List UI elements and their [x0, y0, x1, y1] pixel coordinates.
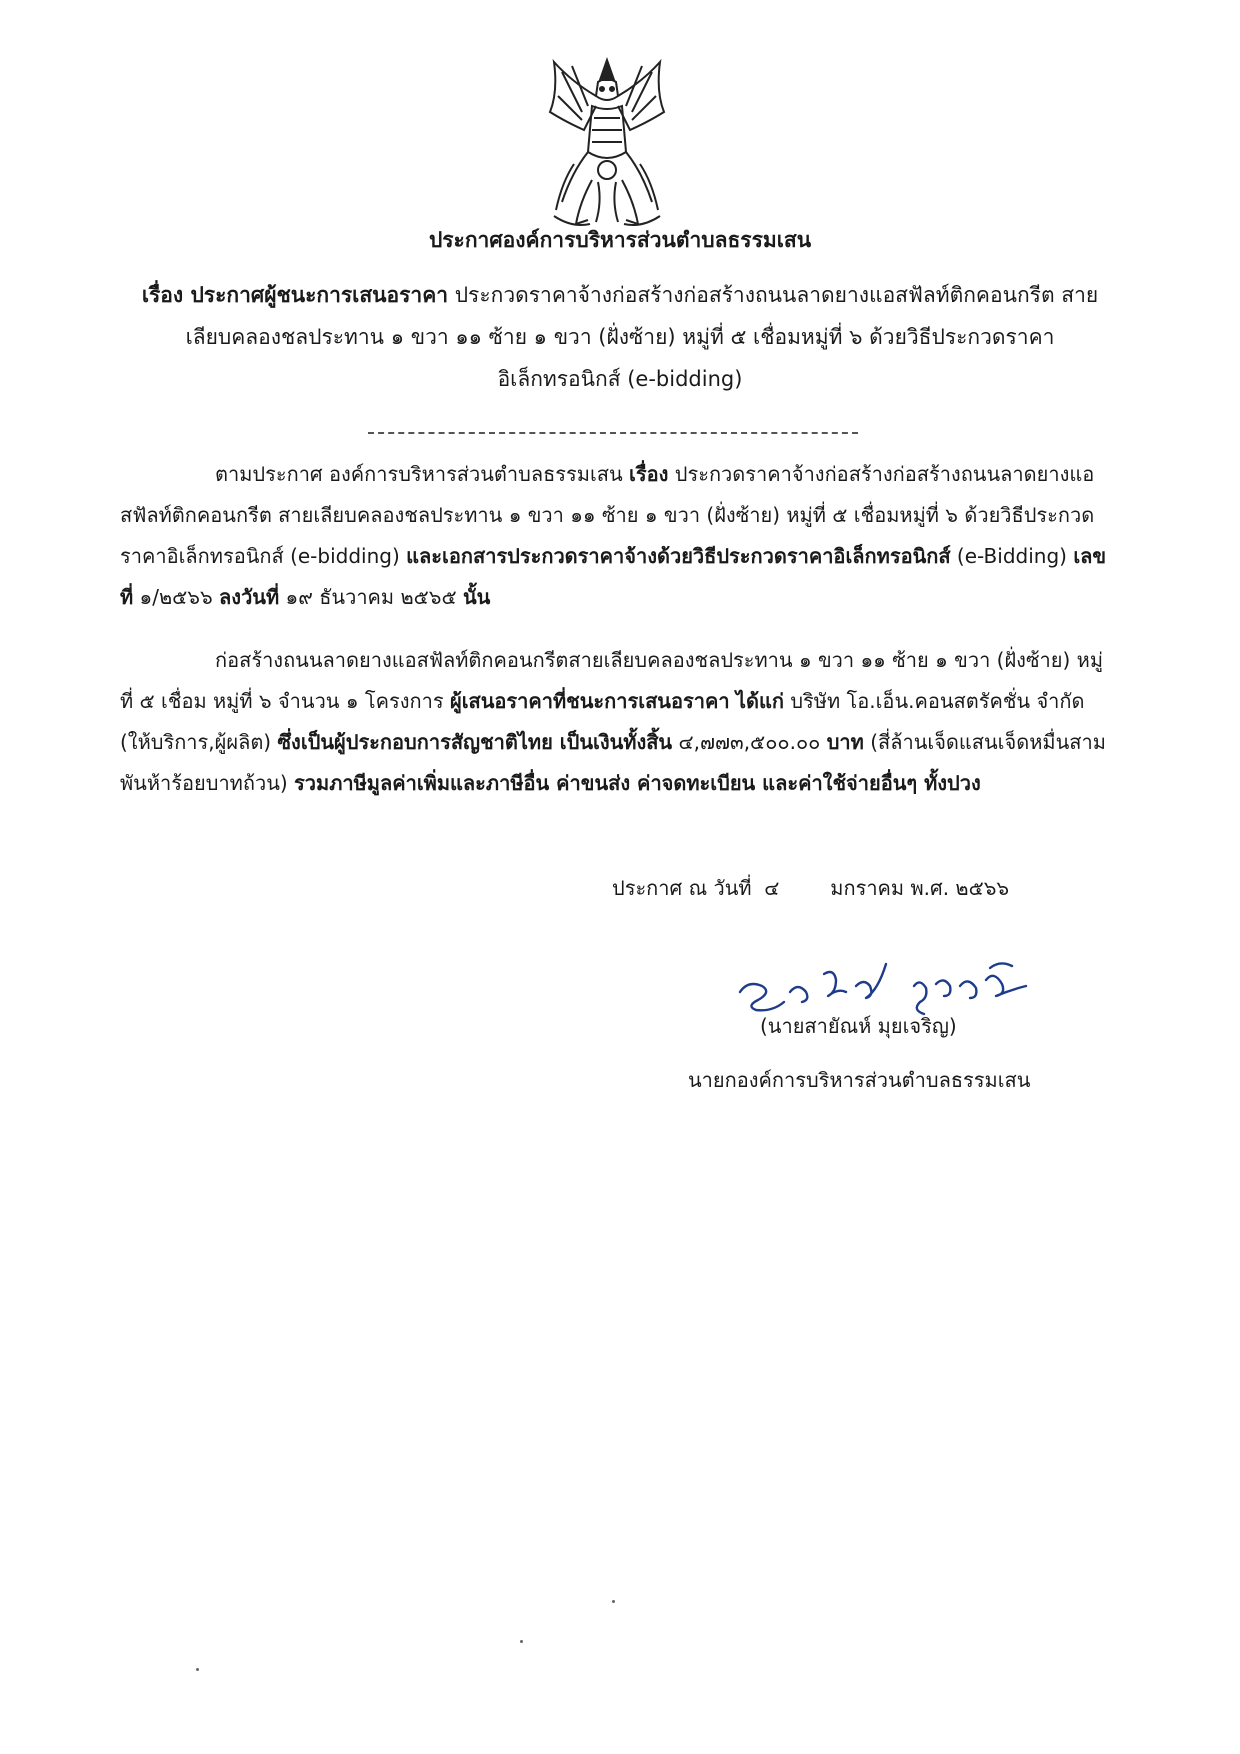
scan-speck	[612, 1600, 615, 1603]
agency-title: ประกาศองค์การบริหารส่วนตำบลธรรมเสน	[428, 228, 812, 252]
p2-text-g: ๔,๗๗๓,๕๐๐.๐๐	[672, 730, 827, 754]
p2-text-f: ซึ่งเป็นผู้ประกอบการสัญชาติไทย เป็นเงินทั้งสิ้น	[277, 730, 673, 754]
subject-line-1-text: ประกวดราคาจ้างก่อสร้างก่อสร้างถนนลาดยางแอสฟัลท์ติกคอนกรีต สาย	[448, 283, 1099, 307]
p1-text-d: และเอกสารประกวดราคาจ้างด้วยวิธีประกวดราคาอิเล็กทรอนิกส์	[406, 544, 951, 568]
p1-text-j: นั้น	[462, 585, 491, 609]
p2-text-e: บริษัท โอ.เอ็น.คอนสตรัคชั่น จำกัด (ให้บริการ,ผู้ผลิต)	[120, 689, 1085, 754]
p2-text-a: ก่อสร้างถนนลาดยางแอสฟัลท์ติกคอนกรีตสายเลียบคลองชลประทาน ๑ ขวา ๑๑ ซ้าย ๑ ขวา (ฝั่งซ้าย) หมู่ที่ ๕ เชื่อม หมู่ที่ ๖ จำนวน ๑ โครงการ	[120, 648, 1103, 713]
p2-text-i: (สี่ล้านเจ็ดแสนเจ็ดหมื่นสามพันห้าร้อยบาทถ้วน)	[120, 730, 1106, 795]
p1-text-h: ลงวันที่	[219, 585, 280, 609]
p2-text-j: รวมภาษีมูลค่าเพิ่มและภาษีอื่น ค่าขนส่ง ค่าจดทะเบียน และค่าใช้จ่ายอื่นๆ ทั้งปวง	[294, 771, 981, 795]
signer-title: นายกองค์การบริหารส่วนตำบลธรรมเสน	[688, 1068, 1031, 1092]
p2-text-b: ผู้เสนอราคาที่ชนะการเสนอราคา	[449, 689, 730, 713]
scan-speck	[520, 1640, 523, 1643]
p2-text-h: บาท	[826, 730, 864, 754]
p1-text-b: เรื่อง	[629, 462, 669, 486]
p2-text-d: ได้แก่	[735, 689, 784, 713]
announcement-date: ประกาศ ณ วันที่ ๔ มกราคม พ.ศ. ๒๕๖๖	[612, 876, 1010, 900]
separator-line	[368, 432, 858, 434]
p1-text-a: ตามประกาศ องค์การบริหารส่วนตำบลธรรมเสน	[215, 462, 630, 486]
p1-text-i: ๑๙ ธันวาคม ๒๕๖๕	[279, 585, 463, 609]
p1-text-e: (e-Bidding)	[950, 544, 1074, 568]
scan-speck	[196, 1668, 199, 1671]
signer-name: (นายสายัณห์ มุยเจริญ)	[760, 1014, 957, 1038]
paragraph-2	[120, 640, 1110, 804]
p1-text-f: เลขที่	[120, 544, 1107, 609]
garuda-emblem	[532, 52, 682, 232]
handwritten-signature	[728, 940, 1038, 1020]
subject-line-1	[120, 274, 1120, 316]
subject-line-3: อิเล็กทรอนิกส์ (e-bidding)	[497, 367, 743, 391]
subject-line-2: เลียบคลองชลประทาน ๑ ขวา ๑๑ ซ้าย ๑ ขวา (ฝั่งซ้าย) หมู่ที่ ๕ เชื่อมหมู่ที่ ๖ ด้วยวิธีประกวดราคา	[185, 325, 1055, 349]
subject-prefix: เรื่อง ประกาศผู้ชนะการเสนอราคา	[141, 283, 449, 307]
p1-text-g: ๑/๒๕๖๖	[133, 585, 220, 609]
p1-text-c: ประกวดราคาจ้างก่อสร้างก่อสร้างถนนลาดยางแอสฟัลท์ติกคอนกรีต สายเลียบคลองชลประทาน ๑ ขวา ๑๑ ซ้าย ๑ ขวา (ฝั่งซ้าย) หมู่ที่ ๕ เชื่อมหมู่ที่ ๖ ด้วยวิธีประกวดราคาอิเล็กทรอนิกส์ (e-bidding)	[120, 462, 1095, 568]
paragraph-1	[120, 454, 1110, 618]
